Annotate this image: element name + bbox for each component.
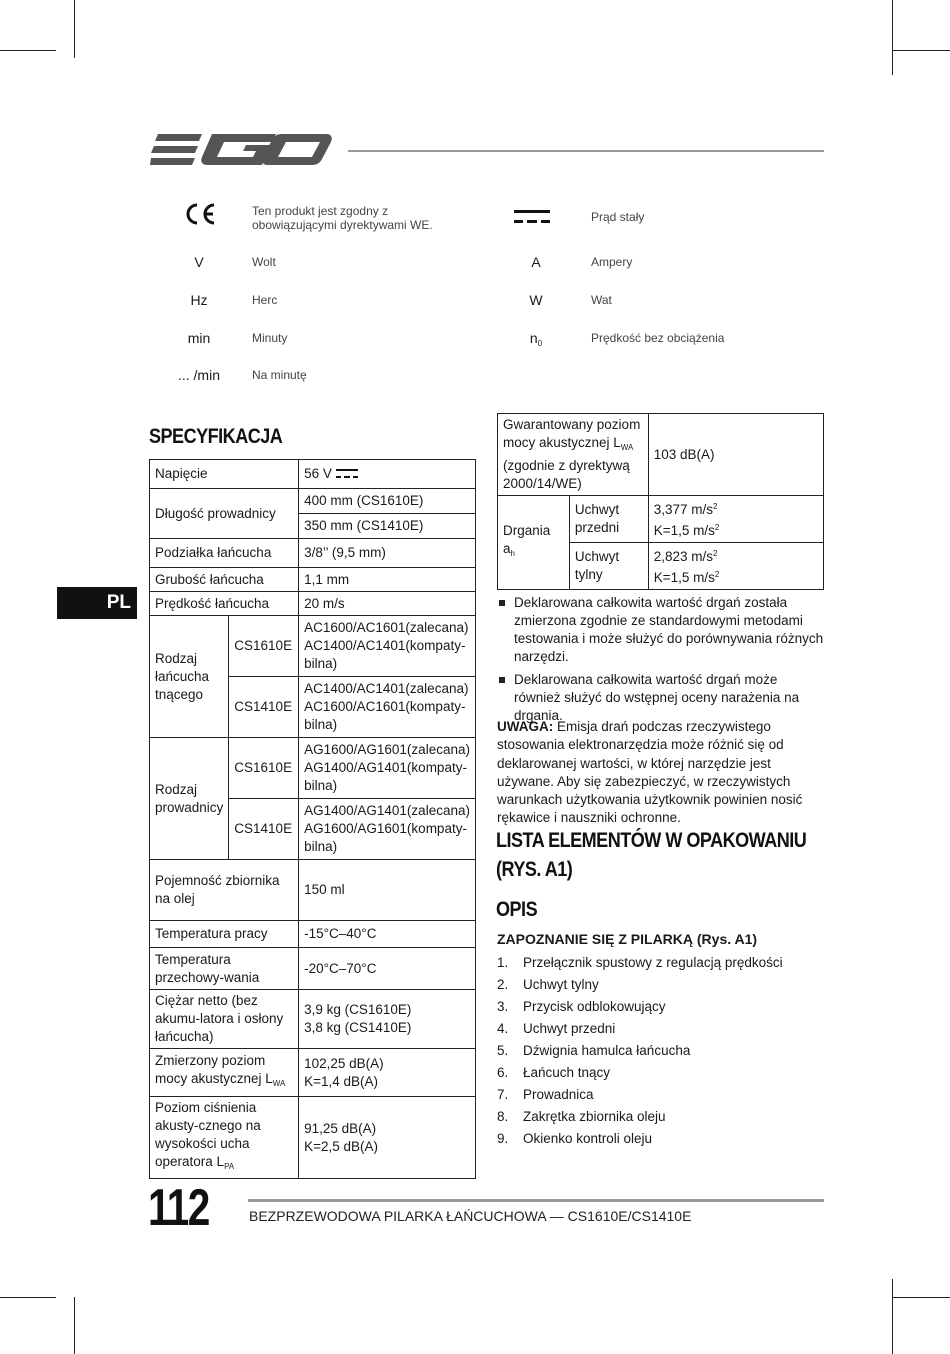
spec-label: Rodzaj prowadnicy	[150, 738, 229, 860]
note-text: Emisja drań podczas rzeczywistego stosowania elektronarzędzia może różnić się od deklarowanej wartości, w której narzędzie jest używane. Aby się zabezpieczyć, w rzeczywistych warunkach użytkowania użytkownik powinien nosić rękawice i nauszniki ochronne.	[497, 719, 803, 826]
symbol-desc: Wat	[591, 293, 612, 307]
value-line: K=2,5 dB(A)	[304, 1138, 379, 1154]
ego-logo	[150, 126, 332, 174]
item-label: Okienko kontroli oleju	[523, 1131, 653, 1146]
value-line: 102,25 dB(A)	[304, 1055, 384, 1071]
footer-title: BEZPRZEWODOWA PILARKA ŁAŃCUCHOWA — CS1610E/CS1410E	[249, 1208, 692, 1224]
spec-model: CS1610E	[229, 616, 299, 677]
spec-label: Grubość łańcucha	[150, 568, 299, 592]
item-label: Zakrętka zbiornika oleju	[523, 1109, 666, 1124]
spec-label-sub: PA	[224, 1162, 235, 1171]
value-text: K=1,5 m/s	[653, 570, 715, 585]
value-exp: 2	[713, 502, 718, 511]
spec-model: Uchwyt przedni	[569, 496, 648, 543]
spec-value: 350 mm (CS1410E)	[299, 514, 476, 539]
page-number: 112	[148, 1179, 209, 1237]
spec-value	[299, 990, 476, 1049]
spec-value: 150 ml	[299, 860, 476, 921]
item-number: 6.	[497, 1065, 509, 1080]
value-exp: 2	[714, 523, 720, 532]
header-rule	[348, 150, 824, 152]
bullet-square-icon	[499, 677, 505, 683]
direct-current-icon	[502, 209, 562, 228]
value-line	[654, 566, 818, 587]
spec-label-text: Drgania a	[503, 523, 551, 556]
crop-mark	[892, 1279, 893, 1354]
spec-value: 3/8’’ (9,5 mm)	[299, 539, 476, 568]
item-number: 5.	[497, 1043, 509, 1058]
item-number: 2.	[497, 977, 509, 992]
package-list-title-2: (RYS. A1)	[496, 858, 573, 881]
weight-line: 3,8 kg (CS1410E)	[304, 1020, 412, 1035]
parts-list	[497, 952, 827, 1150]
symbol-code: A	[531, 254, 541, 270]
spec-label: Temperatura pracy	[150, 921, 299, 948]
symbol-desc: Ten produkt jest zgodny z obowiązującymi dyrektywami WE.	[252, 204, 433, 232]
spec-label: Ciężar netto (bez akumu-latora i osłony łańcucha)	[150, 990, 299, 1049]
crop-mark	[74, 1297, 75, 1354]
symbol-desc: Prąd stały	[591, 210, 645, 224]
spec-value: -15°C–40°C	[299, 921, 476, 948]
description-title: OPIS	[496, 898, 538, 921]
value-exp: 2	[713, 549, 718, 558]
value-line	[654, 545, 818, 566]
symbol-desc: Minuty	[252, 331, 288, 345]
value-line: 91,25 dB(A)	[304, 1120, 377, 1136]
crop-mark	[893, 50, 950, 51]
intro-subtitle: ZAPOZNANIE SIĘ Z PILARKĄ (Rys. A1)	[497, 931, 758, 947]
item-label: Przełącznik spustowy z regulacją prędkości	[523, 955, 783, 970]
list-item	[497, 1084, 827, 1106]
spec-label: Podziałka łańcucha	[150, 539, 299, 568]
spec-label	[498, 414, 649, 496]
vibration-bullets	[497, 594, 827, 730]
item-number: 8.	[497, 1109, 509, 1124]
spec-value: AC1400/AC1401(zalecana) AC1600/AC1601(kompaty-bilna)	[299, 677, 476, 738]
symbol-n: n	[529, 330, 538, 346]
ce-mark-icon	[170, 202, 230, 229]
spec-label: Pojemność zbiornika na olej	[150, 860, 299, 921]
symbol-code: V	[194, 254, 204, 270]
voltage-value: 56 V	[304, 466, 332, 481]
symbol-code: W	[529, 292, 543, 308]
item-label: Prowadnica	[523, 1087, 594, 1102]
symbol-desc: Herc	[252, 293, 278, 307]
footer-rule	[248, 1199, 824, 1202]
note-label: UWAGA:	[497, 719, 554, 734]
list-item	[497, 1040, 827, 1062]
noise-vibration-table	[497, 413, 824, 590]
value-text: 3,377 m/s	[653, 502, 714, 517]
item-number: 9.	[497, 1131, 509, 1146]
crop-mark	[74, 0, 75, 58]
spec-label-text: Poziom ciśnienia akusty-cznego na wysokości ucha operatora L	[155, 1100, 261, 1169]
direct-current-icon	[336, 466, 358, 481]
symbol-desc: Na minutę	[252, 368, 307, 382]
bullet-square-icon	[499, 600, 505, 606]
package-list-title: LISTA ELEMENTÓW W OPAKOWANIU	[496, 829, 807, 852]
symbol-code: Hz	[190, 292, 208, 308]
crop-mark	[0, 50, 56, 51]
spec-model: CS1410E	[229, 799, 299, 860]
crop-mark	[892, 0, 893, 75]
spec-value: -20°C–70°C	[299, 948, 476, 990]
list-item	[497, 1062, 827, 1084]
item-label: Uchwyt tylny	[523, 977, 599, 992]
spec-label: Rodzaj łańcucha tnącego	[150, 616, 229, 738]
spec-value: 20 m/s	[299, 592, 476, 616]
spec-label	[498, 496, 570, 590]
item-label: Łańcuch tnący	[523, 1065, 611, 1080]
spec-value: AC1600/AC1601(zalecana) AC1400/AC1401(kompaty-bilna)	[299, 616, 476, 677]
symbol-desc: Prędkość bez obciążenia	[591, 331, 725, 345]
spec-model: CS1410E	[229, 677, 299, 738]
symbol-code: ... /min	[177, 367, 220, 383]
value-line	[654, 519, 818, 540]
spec-label-sub: WA	[620, 443, 634, 452]
symbol-code: min	[187, 330, 211, 346]
list-item	[497, 594, 827, 666]
spec-value	[648, 543, 823, 590]
spec-value	[299, 1049, 476, 1097]
value-line: K=1,4 dB(A)	[304, 1073, 379, 1089]
symbol-code	[506, 330, 566, 348]
spec-table	[149, 459, 476, 1179]
list-item	[497, 974, 827, 996]
symbol-n-sub: 0	[537, 339, 543, 348]
symbol-desc: Wolt	[252, 255, 276, 269]
spec-value	[299, 460, 476, 489]
list-item	[497, 1018, 827, 1040]
list-item	[497, 952, 827, 974]
item-label: Dźwignia hamulca łańcucha	[523, 1043, 691, 1058]
spec-label: Prędkość łańcucha	[150, 592, 299, 616]
symbol-desc: Ampery	[591, 255, 633, 269]
spec-value: 103 dB(A)	[648, 414, 823, 496]
value-text: 2,823 m/s	[653, 549, 714, 564]
item-number: 3.	[497, 999, 509, 1014]
spec-model: CS1610E	[229, 738, 299, 799]
spec-label: Temperatura przechowy-wania	[150, 948, 299, 990]
weight-line: 3,9 kg (CS1610E)	[304, 1002, 412, 1017]
value-line	[654, 498, 818, 519]
bullet-text: Deklarowana całkowita wartość drgań została zmierzona zgodnie ze standardowymi metodami testowania i może służyć do porównywania różnych narzędzi.	[514, 595, 824, 664]
spec-label	[150, 1049, 299, 1097]
item-number: 4.	[497, 1021, 509, 1036]
spec-label-text: Gwarantowany poziom mocy akustycznej L	[503, 417, 641, 450]
crop-mark	[0, 1297, 56, 1298]
spec-model: Uchwyt tylny	[569, 543, 648, 590]
spec-value: 1,1 mm	[299, 568, 476, 592]
item-number: 7.	[497, 1087, 509, 1102]
spec-title: SPECYFIKACJA	[149, 425, 283, 448]
list-item	[497, 1128, 827, 1150]
warning-note	[497, 718, 827, 828]
spec-value: AG1400/AG1401(zalecana) AG1600/AG1601(kompaty-bilna)	[299, 799, 476, 860]
spec-label: Napięcie	[150, 460, 299, 489]
item-number: 1.	[497, 955, 509, 970]
value-exp: 2	[714, 570, 720, 579]
language-tab: PL	[57, 587, 137, 619]
item-label: Przycisk odblokowujący	[523, 999, 666, 1014]
item-label: Uchwyt przedni	[523, 1021, 616, 1036]
spec-value: AG1600/AG1601(zalecana) AG1400/AG1401(kompaty-bilna)	[299, 738, 476, 799]
spec-label-sub: h	[510, 549, 515, 558]
list-item	[497, 671, 827, 725]
list-item	[497, 1106, 827, 1128]
spec-value: 400 mm (CS1610E)	[299, 489, 476, 514]
spec-label	[150, 1097, 299, 1179]
spec-value	[648, 496, 823, 543]
bullet-text: Deklarowana całkowita wartość drgań może również służyć do wstępnej oceny narażenia na drgania.	[514, 672, 800, 723]
spec-value	[299, 1097, 476, 1179]
spec-label: Długość prowadnicy	[150, 489, 299, 539]
spec-label-text: Zmierzony poziom mocy akustycznej L	[155, 1053, 273, 1086]
crop-mark	[893, 1297, 950, 1298]
spec-label-text: (zgodnie z dyrektywą 2000/14/WE)	[503, 458, 630, 491]
value-text: K=1,5 m/s	[653, 523, 715, 538]
spec-label-sub: WA	[272, 1079, 286, 1088]
list-item	[497, 996, 827, 1018]
